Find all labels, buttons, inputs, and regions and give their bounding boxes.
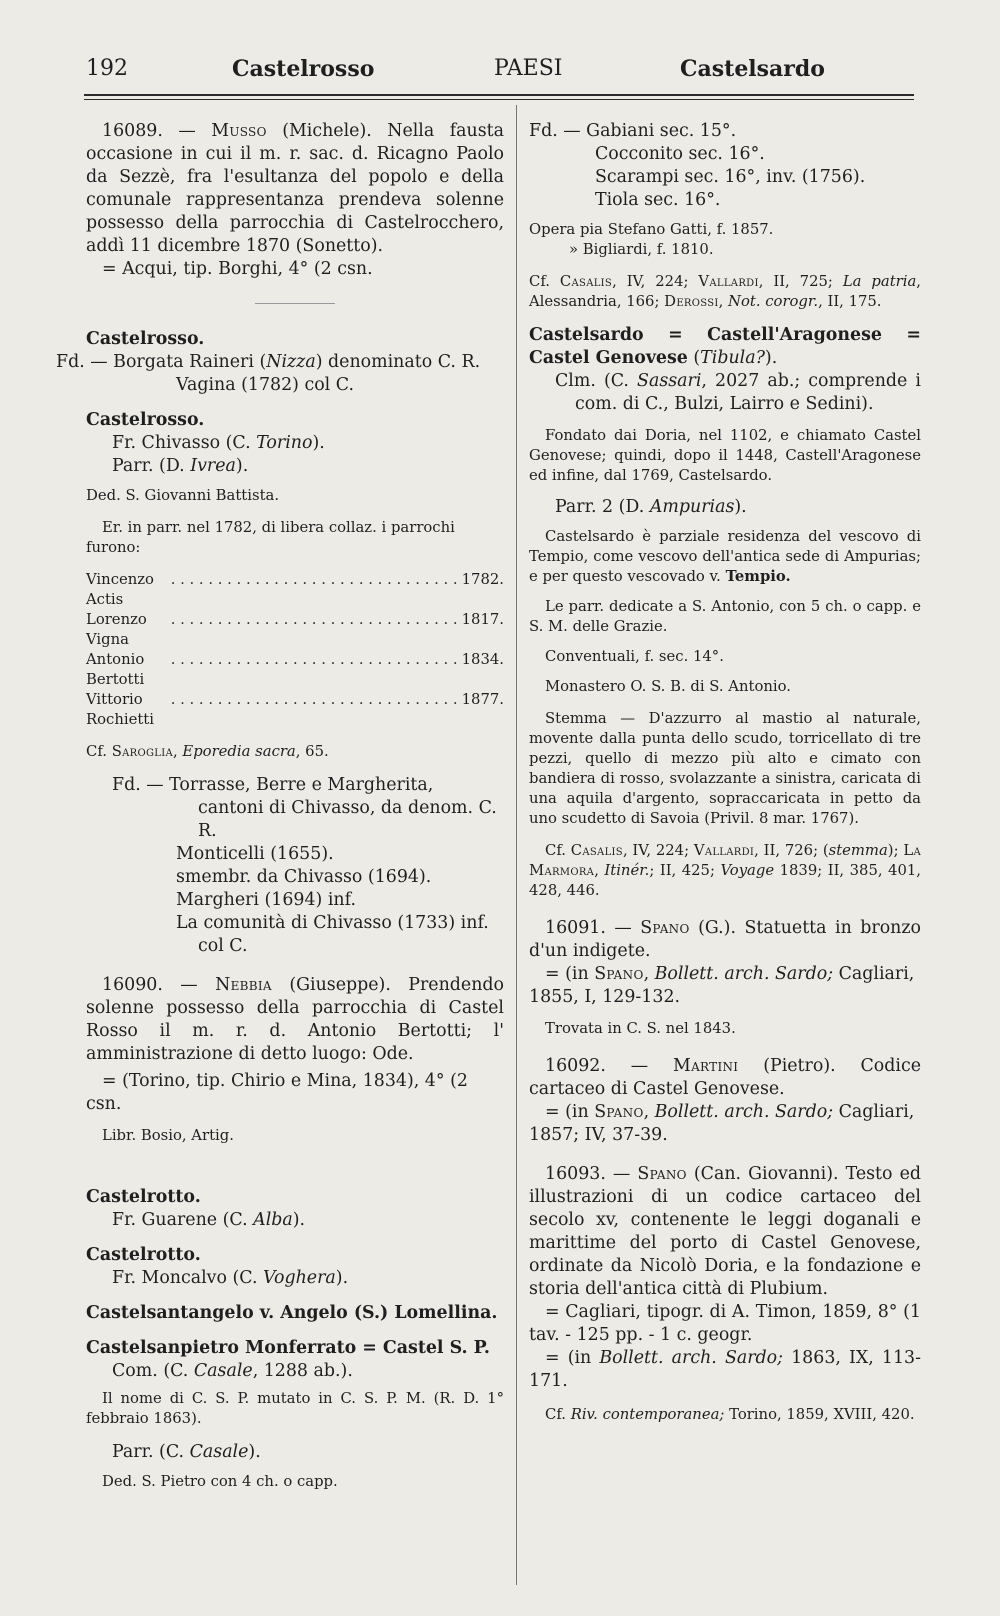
opera-gatti: Opera pia Stefano Gatti, f. 1857. [529, 221, 774, 238]
fd-torrasse: Fd. — Torrasse, Berre e Margherita, cantoni di Chivasso, da denom. C. R. [112, 775, 497, 841]
heading-castelsantangelo: Castelsantangelo v. Angelo (S.) Lomellina. [86, 1303, 498, 1323]
entry-author: Martini [672, 1056, 739, 1076]
right-column [529, 120, 921, 1425]
fd-cocconito: Cocconito sec. 16°. [595, 144, 765, 164]
entry-number: 16089. — [102, 121, 196, 141]
entry-16089 [86, 120, 504, 258]
header-rule [84, 94, 914, 96]
name-change-note: Il nome di C. S. P. mutato in C. S. P. M. (R. D. 1° febbraio 1863). [86, 1390, 504, 1427]
com-casale: Com. (C. Casale, 1288 ab.). [112, 1361, 353, 1381]
parish-priests-list [86, 570, 504, 730]
citation-casalis-1: Cf. Casalis, IV, 224; Vallardi, II, 725; La patria, Alessandria, 166; Derossi, Not. corogr., II, 175. [529, 273, 921, 310]
parishes-dedicated: Le parr. dedicate a S. Antonio, con 5 ch. o capp. e S. M. delle Grazie. [529, 598, 921, 635]
coat-of-arms: Stemma — D'azzurro al mastio al naturale, movente dalla punta dello scudo, torricellato di tre pezzi, quello di mezzo più alto e cimato con bandiera di rosso, svolazzante a sinistra, caricata di una aquila d'argento, sopraccaricata in petto da uno scudetto di Savoia (Privil. 8 mar. 1767). [529, 710, 921, 827]
cross-reference-tempio: Tempio. [725, 568, 791, 585]
separator-rule [255, 303, 335, 304]
entry-16090 [86, 974, 504, 1066]
list-item: Antonio Bertotti . . . . . . . . . . . . . . . . . . . . . . . . . . . . . . . 1834. [86, 651, 504, 688]
fd-tiola: Tiola sec. 16°. [595, 190, 721, 210]
entry-16089-imprint: = Acqui, tip. Borghi, 4° (2 csn. [102, 259, 373, 279]
fd-margheri: Margheri (1694) inf. [176, 890, 356, 910]
entry-number: 16090. — [102, 975, 216, 995]
fd-comunita: La comunità di Chivasso (1733) inf. col C. [176, 913, 489, 956]
fd-borgata-raineri: Fd. — Borgata Raineri (Nizza) denominato C. R. [56, 352, 481, 372]
conventuali: Conventuali, f. sec. 14°. [545, 648, 724, 665]
entry-text: (Pietro). Codice cartaceo di Castel Genovese. [529, 1056, 922, 1099]
fr-chivasso: Fr. Chivasso (C. Torino). [112, 433, 325, 453]
entry-16091 [529, 917, 921, 963]
opera-bigliardi: » Bigliardi, f. 1810. [569, 241, 714, 258]
entry-author: Spano [640, 918, 690, 938]
entry-16091-note: Trovata in C. S. nel 1843. [545, 1020, 736, 1037]
citation-saroglia: Cf. Saroglia, Eporedia sacra, 65. [86, 743, 329, 760]
entry-number: 16092. — [545, 1056, 673, 1076]
entry-number: 16091. — [545, 918, 641, 938]
fd-smembr: smembr. da Chivasso (1694). [176, 867, 432, 887]
foundation-note: Fondato dai Doria, nel 1102, e chiamato Castel Genovese; quindi, dopo il 1448, Castell'Aragonese ed infine, dal 1769, Castelsardo. [529, 427, 921, 484]
heading-castelrotto-2: Castelrotto. [86, 1245, 201, 1265]
list-item: Lorenzo Vigna . . . . . . . . . . . . . . . . . . . . . . . . . . . . . . . 1817. [86, 611, 504, 648]
entry-16093 [529, 1163, 921, 1301]
library-note: Libr. Bosio, Artig. [102, 1127, 234, 1144]
heading-castelrosso-1: Castelrosso. [86, 329, 205, 349]
entry-16092-imprint: = (in Spano, Bollett. arch. Sardo; Cagliari, 1857; IV, 37-39. [529, 1102, 915, 1145]
list-item: Vittorio Rochietti . . . . . . . . . . . . . . . . . . . . . . . . . . . . . . . 1877. [86, 691, 504, 728]
fd-scarampi: Scarampi sec. 16°, inv. (1756). [595, 167, 866, 187]
fd-gabiani: Fd. — Gabiani sec. 15°. [529, 121, 737, 141]
running-title-right: Castelsardo [680, 56, 825, 82]
entry-text: (Michele). Nella fausta occasione in cui il m. r. sac. d. Ricagno Paolo da Sezzè, fra l'esultanza del popolo e della comunale rappresentanza prendeva solenne possesso della parrocchia di Castelrocchero, addì 11 dicembre 1870 (Sonetto). [86, 121, 504, 256]
column-divider [516, 105, 517, 1585]
erection-note: Er. in parr. nel 1782, di libera collaz. i parrochi furono: [86, 519, 455, 556]
entry-text: (Can. Giovanni). Testo ed illustrazioni di un codice cartaceo del secolo xv, contenente le leggi doganali e marittime del porto di Castel Genovese, ordinate da Nicolò Doria, e la fondazione e storia dell'antica città di Plubium. [529, 1164, 921, 1299]
fd-monticelli: Monticelli (1655). [176, 844, 334, 864]
heading-castelsanpietro: Castelsanpietro Monferrato = Castel S. P. [86, 1338, 490, 1358]
entry-16090-imprint: = (Torino, tip. Chirio e Mina, 1834), 4° (2 csn. [86, 1071, 468, 1114]
citation-casalis-2: Cf. Casalis, IV, 224; Vallardi, II, 726; (stemma); La Marmora, Itinér.; II, 425; Voyage 1839; II, 385, 401, 428, 446. [529, 842, 921, 899]
residence-note: Castelsardo è parziale residenza del vescovo di Tempio, come vescovo dell'antica sede di Ampurias; e per questo vescovado v. Tempio. [529, 528, 921, 585]
left-column [56, 120, 505, 1492]
entry-author: Spano [637, 1164, 687, 1184]
dedication: Ded. S. Giovanni Battista. [86, 487, 280, 504]
heading-castelsardo: Castelsardo = Castell'Aragonese = Castel Genovese (Tibula?). [529, 325, 921, 368]
heading-castelrotto-1: Castelrotto. [86, 1187, 201, 1207]
page-number: 192 [86, 56, 128, 81]
parr-casale: Parr. (C. Casale). [112, 1442, 261, 1462]
dedication-pietro: Ded. S. Pietro con 4 ch. o capp. [102, 1473, 338, 1490]
monastero: Monastero O. S. B. di S. Antonio. [545, 678, 791, 695]
header-rule-thin [84, 99, 914, 100]
entry-16093-imprint-2: = (in Bollett. arch. Sardo; 1863, IX, 113-171. [529, 1348, 921, 1391]
citation-rivista: Cf. Riv. contemporanea; Torino, 1859, XVIII, 420. [545, 1406, 915, 1423]
clm-sassari: Clm. (C. Sassari, 2027 ab.; comprende i com. di C., Bulzi, Lairro e Sedini). [555, 371, 921, 414]
fr-guarene: Fr. Guarene (C. Alba). [112, 1210, 306, 1230]
fd-vagina: Vagina (1782) col C. [176, 375, 354, 395]
entry-text: (Giuseppe). Prendendo solenne possesso della parrocchia di Castel Rosso il m. r. d. Antonio Bertotti; l' amministrazione di detto luogo: Ode. [86, 975, 505, 1064]
entry-16093-imprint-1: = Cagliari, tipogr. di A. Timon, 1859, 8° (1 tav. - 125 pp. - 1 c. geogr. [529, 1302, 921, 1345]
entry-text: (G.). Statuetta in bronzo d'un indigete. [529, 918, 922, 961]
running-title-left: Castelrosso [232, 56, 375, 82]
list-item: Vincenzo Actis . . . . . . . . . . . . . . . . . . . . . . . . . . . . . . . 1782. [86, 571, 504, 608]
entry-16091-imprint: = (in Spano, Bollett. arch. Sardo; Cagliari, 1855, I, 129-132. [529, 964, 915, 1007]
fr-moncalvo: Fr. Moncalvo (C. Voghera). [112, 1268, 349, 1288]
entry-number: 16093. — [545, 1164, 638, 1184]
parr-ampurias: Parr. 2 (D. Ampurias). [555, 497, 747, 517]
entry-author: Musso [211, 121, 267, 141]
running-title-center: PAESI [494, 56, 563, 81]
parr-ivrea: Parr. (D. Ivrea). [112, 456, 249, 476]
entry-16092 [529, 1055, 921, 1101]
heading-castelrosso-2: Castelrosso. [86, 410, 205, 430]
entry-author: Nebbia [215, 975, 272, 995]
